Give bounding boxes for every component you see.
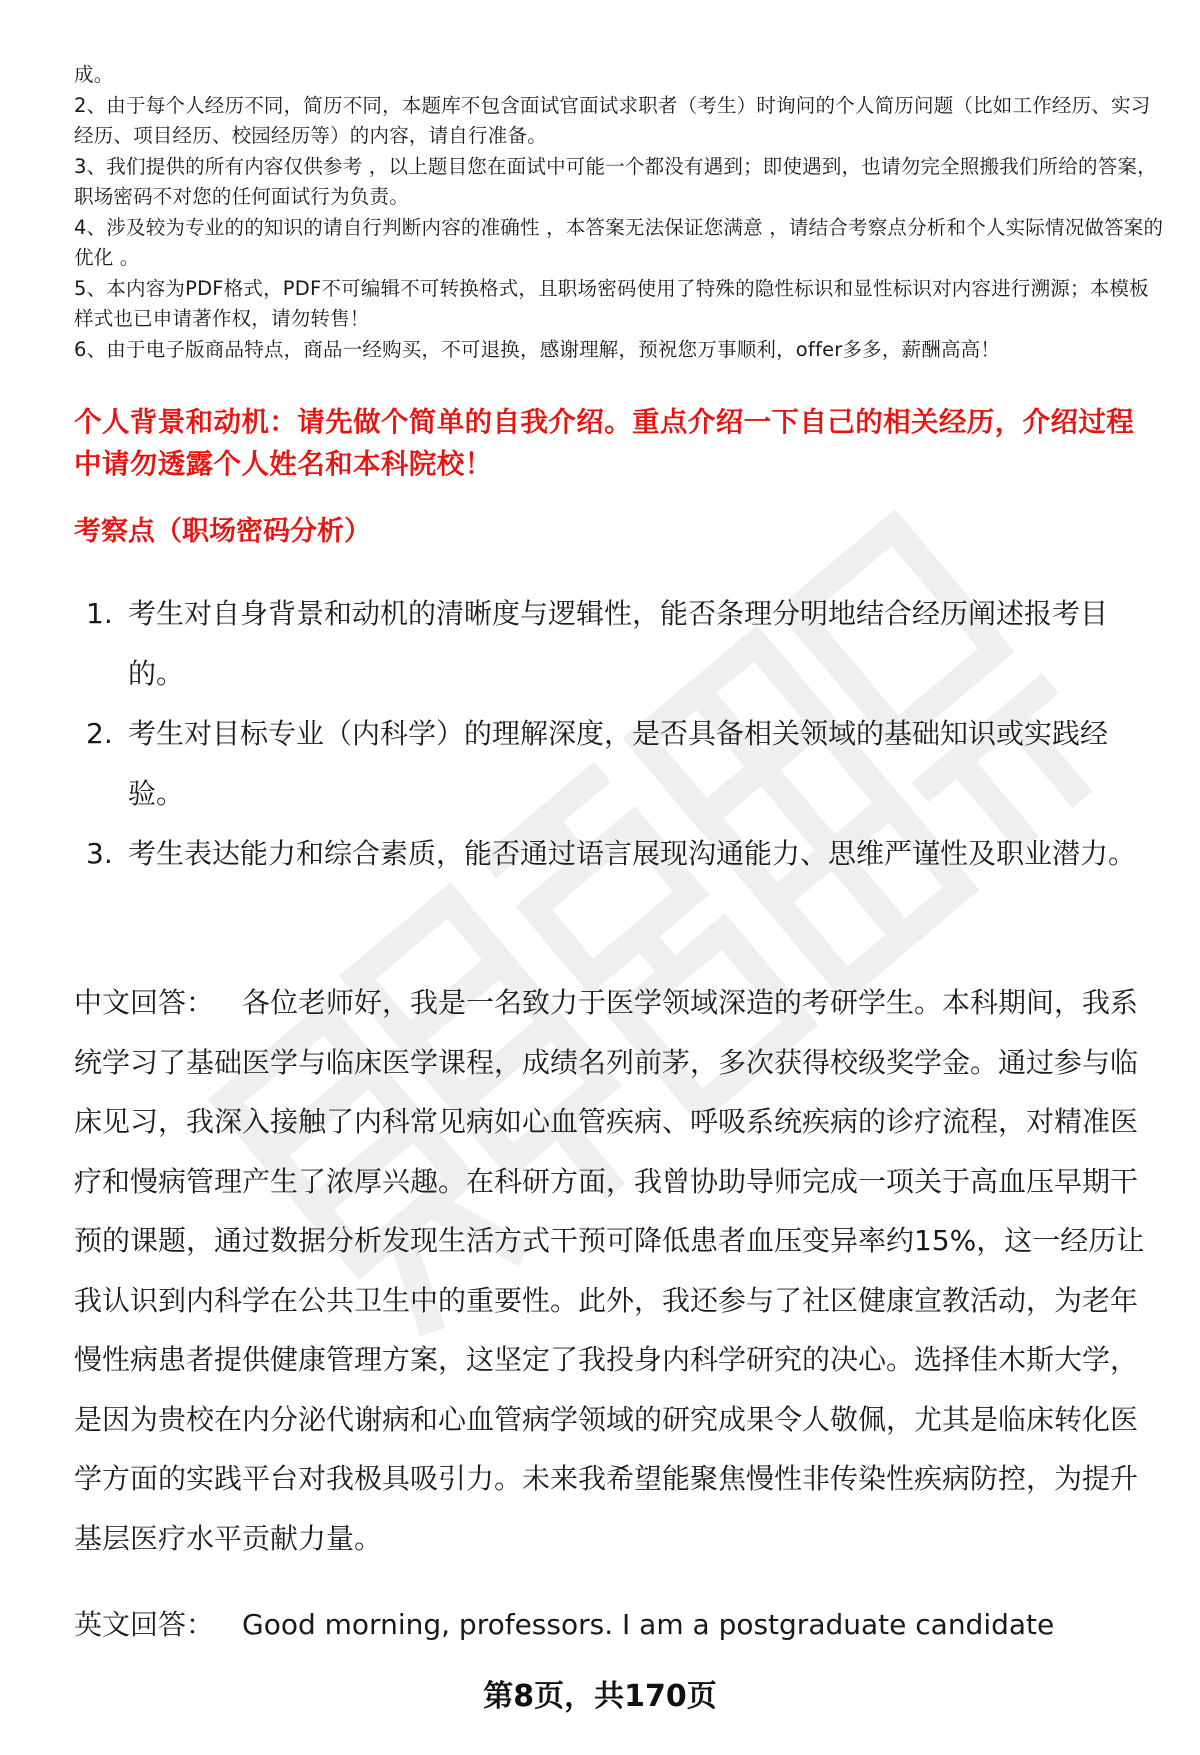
question-heading: 个人背景和动机：请先做个简单的自我介绍。重点介绍一下自己的相关经历，介绍过程中请勿透露个人姓名和本科院校！ [74,406,1135,480]
point-text: 考生对目标专业（内科学）的理解深度，是否具备相关领域的基础知识或实践经验。 [128,717,1109,810]
point-number: 3. [86,837,113,870]
chinese-answer-text: 各位老师好，我是一名致力于医学领域深造的考研学生。本科期间，我系统学习了基础医学与临床医学课程，成绩名列前茅，多次获得校级奖学金。通过参与临床见习，我深入接触了内科常见病如心血管疾病、呼吸系统疾病的诊疗流程，对精准医疗和慢病管理产生了浓厚兴趣。在科研方面，我曾协助导师完成一项关于高血压早期干预的课题，通过数据分析发现生活方式干预可降低患者血压变异率约15%，这一经历让我认识到内科学在公共卫生中的重要性。此外，我还参与了社区健康宣教活动，为老年慢性病患者提供健康管理方案，这坚定了我投身内科学研究的决心。选择佳木斯大学，是因为贵校在内分泌代谢病和心血管病学领域的研究成果令人敬佩，尤其是临床转化医学方面的实践平台对我极具吸引力。未来我希望能聚焦慢性非传染性疾病防控，为提升基层医疗水平贡献力量。 [74,986,1145,1555]
note-item: 3、我们提供的所有内容仅供参考 ，以上题目您在面试中可能一个都没有遇到；即使遇到，也请勿完全照搬我们所给的答案，职场密码不对您的任何面试行为负责。 [74,154,1157,208]
assessment-title: 考察点（职场密码分析） [74,516,371,547]
point-number: 1. [86,597,113,630]
english-answer [74,1595,1156,1655]
note-item: 4、涉及较为专业的的知识的请自行判断内容的准确性 ，本答案无法保证您满意 ，请结合考察点分析和个人实际情况做答案的优化 。 [74,215,1164,269]
notes-section [74,60,1164,365]
note-item: 成。 [74,63,114,86]
point-text: 考生表达能力和综合素质，能否通过语言展现沟通能力、思维严谨性及职业潜力。 [128,837,1137,870]
assessment-points [74,584,1154,884]
chinese-answer-label: 中文回答： [74,986,215,1019]
english-answer-label: 英文回答： [74,1608,215,1641]
point-text: 考生对自身背景和动机的清晰度与逻辑性，能否条理分明地结合经历阐述报考目的。 [128,597,1109,690]
note-item: 2、由于每个人经历不同，简历不同，本题库不包含面试官面试求职者（考生）时询问的个人简历问题（比如工作经历、实习经历、项目经历、校园经历等）的内容，请自行准备。 [74,93,1151,147]
page-footer: 第8页，共170页 [483,1679,717,1714]
chinese-answer [74,973,1156,1568]
point-number: 2. [86,717,113,750]
assessment-point [74,824,1154,884]
assessment-point [74,584,1154,704]
note-item: 6、由于电子版商品特点，商品一经购买，不可退换，感谢理解，预祝您万事顺利，offer多多，薪酬高高！ [74,337,1001,361]
assessment-point [74,704,1154,824]
english-answer-text: Good morning, professors. I am a postgraduate candidate [242,1608,1055,1641]
note-item: 5、本内容为PDF格式，PDF不可编辑不可转换格式，且职场密码使用了特殊的隐性标识和显性标识对内容进行溯源；本模板样式也已申请著作权，请勿转售！ [74,276,1149,330]
